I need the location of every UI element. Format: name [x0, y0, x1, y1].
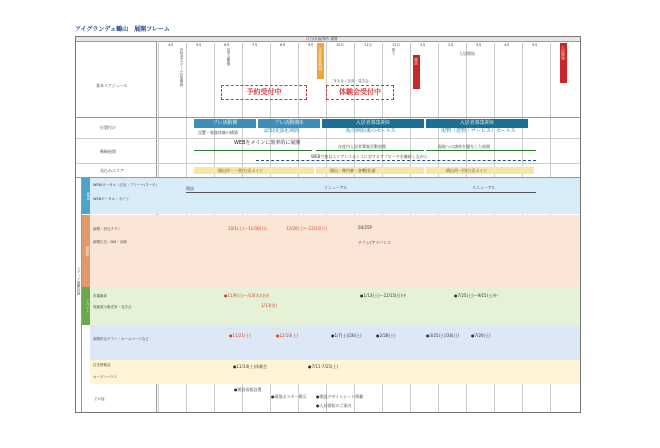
field-band: [90, 287, 580, 325]
phase-recruit1: 入居者募集期①: [322, 119, 424, 128]
web-side: [82, 178, 90, 214]
target-c: [426, 167, 534, 174]
target-a-text: 岡山市・一宮/公式メイン: [218, 168, 264, 173]
web-renewal-2: リニューアル: [472, 185, 496, 190]
target-b: [316, 167, 424, 174]
milestone-sales-label: 入居者募集開始: [318, 46, 323, 71]
month-label: 5月: [532, 43, 538, 47]
strategy-yearend: 年度内入居者募集活動展開: [338, 144, 386, 149]
row-target: 見込みエリア: [100, 168, 124, 173]
phase-recruit2: 入居者募集期②: [426, 119, 528, 128]
promotion-side-label: メディア展開計画: [77, 267, 81, 295]
tour-highlight: 体験会受付中: [326, 85, 394, 100]
month-label: 3月: [476, 43, 482, 47]
other-c: ●開設デザインシート掲載: [316, 394, 364, 399]
frame-sheet: [75, 36, 581, 413]
phase-sub-2: 認知度強化期間: [264, 128, 300, 134]
month-label: 4月: [504, 43, 510, 47]
other-a: ●開設看板設置: [234, 387, 262, 392]
row-positioning: 位置付け: [100, 125, 116, 130]
row-web-portal: WEBポータル・ガイド: [93, 197, 129, 201]
milestone-event: 見学会開催: [227, 48, 231, 66]
row-news: 新聞・折込チラシ: [93, 227, 121, 231]
milestone-start-label: 入居開始: [561, 46, 566, 60]
milestone-start-box: [560, 43, 567, 83]
target-c-text: 岡山市一円/公式メイン: [446, 168, 488, 173]
field-b: 1/13(金): [261, 303, 278, 308]
milestone-announce: 有料老人ホーム告知開始: [180, 48, 184, 87]
event-d: ●2/28(土): [376, 333, 396, 338]
other-d: ●入居開始のご案内: [316, 403, 352, 408]
field-c: ●1/13(土)〜12/15(日)中: [360, 293, 407, 298]
open-a: ●11/14(土)体験会: [233, 364, 268, 369]
news-sheet: 04/25P: [358, 225, 372, 230]
strategy-approach-line: [256, 160, 536, 161]
month-label: 5月: [196, 43, 202, 47]
month-label: 8月: [280, 43, 286, 47]
strategy-onsite: 現地への誘致を優先した展開: [438, 144, 490, 149]
web-band: [90, 178, 580, 214]
other-b: ●現地ポスター掲示: [271, 394, 307, 399]
event-a: ●11/21(土): [229, 333, 252, 338]
web-open: 開設: [186, 186, 194, 191]
milestone-completion: 竣工: [392, 48, 396, 55]
row-strategy: 戦略展開: [100, 149, 116, 154]
row-basic-schedule: 基本スケジュール: [96, 83, 128, 88]
tour-note: 「まもなく完成・見学会」: [330, 79, 372, 83]
strategy-approach: WEBで独自エリアレスポンスに対するアプローチを継続しながら: [311, 154, 428, 159]
month-label: 1月: [420, 43, 426, 47]
phase-sub-4: 現物（建物・サービス）セールス: [441, 128, 516, 134]
phase-pre1: プレ活動期: [194, 119, 256, 128]
row-other: その他: [94, 397, 105, 401]
page-title: アイグランデュ鶴山 展開フレーム: [75, 26, 170, 33]
milestone-final-text: 入居開始: [459, 51, 475, 56]
row-sales-office: 現地展示販売所・見学会: [93, 305, 132, 309]
month-label: 9月: [308, 43, 314, 47]
event-f: ●7/26(土): [471, 333, 491, 338]
header-label: 月日/計画/制作 期間: [306, 37, 338, 41]
milestone-sales-box: [317, 43, 324, 79]
event-band: [90, 325, 580, 360]
month-label: 7月: [252, 43, 258, 47]
target-a: [194, 167, 314, 174]
strategy-arrow-1: [194, 150, 312, 151]
news-sheet2: チラシ/アドバンス: [358, 240, 392, 245]
milestone-open-label: 開設: [414, 58, 419, 65]
reservation-highlight: 予約受付中: [221, 85, 307, 100]
month-label: 10月: [336, 43, 344, 47]
row-web: WEB/ポータル（自社・アリーナ/スーモ）: [93, 183, 160, 187]
phase-pre2: プレ活動期②: [258, 119, 320, 128]
month-label: 4月: [168, 43, 174, 47]
web-timeline: [186, 192, 536, 193]
field-side: [82, 287, 90, 325]
field-d: ●7/25(土)〜9/15(土)中: [454, 293, 498, 298]
target-b-text: 岡山・県内東・倉敷/北部: [330, 168, 376, 173]
milestone-open-box: [413, 55, 420, 89]
web-renewal-1: リニューアル: [324, 185, 348, 190]
row-divider-positioning: [76, 138, 580, 139]
field-side-label: イベント: [86, 299, 90, 313]
row-divider-schedule: [76, 117, 580, 118]
print-band: [90, 215, 580, 287]
strategy-web-main: WEBをメインに効率的に展開: [234, 140, 301, 146]
field-a: ●11/9(日)〜/13(木)完成: [224, 293, 270, 298]
row-open-house: オープンハウス: [93, 375, 117, 379]
news-a: 10/1(土)〜11/30(日): [228, 226, 267, 231]
print-side-label: 紙媒体: [86, 245, 90, 257]
month-label: 11月: [364, 43, 372, 47]
phase-sub-1: 反響・集客体制の構築: [198, 130, 238, 135]
strategy-arrow-2: [316, 150, 424, 151]
open-b: ●7/11-7/25(土): [308, 364, 339, 369]
row-event-ad: 新聞折込チラシ・ホームページなど: [93, 337, 149, 341]
month-label: 12月: [392, 43, 400, 47]
event-e: ●3/25(土)/26(日): [426, 333, 460, 338]
event-c: ●1/7(土)/26(土): [331, 333, 362, 338]
row-housing-mag: 住宅情報誌: [93, 363, 111, 367]
row-ad-edit: 新聞広告・DM・出稿: [93, 240, 127, 244]
strategy-arrow-3: [426, 150, 536, 151]
month-label: 6月: [224, 43, 230, 47]
row-divider-strategy: [76, 163, 580, 164]
row-field-event: 市場媒体: [93, 294, 107, 298]
phase-sub-3: 販売開始後のセールス: [346, 128, 396, 134]
event-b: ●12/10(土): [276, 333, 299, 338]
print-side: [82, 215, 90, 287]
web-side-label: WEB: [86, 191, 90, 201]
month-label: 2月: [448, 43, 454, 47]
news-b: 12/20(土)〜12/21(日): [286, 226, 328, 231]
